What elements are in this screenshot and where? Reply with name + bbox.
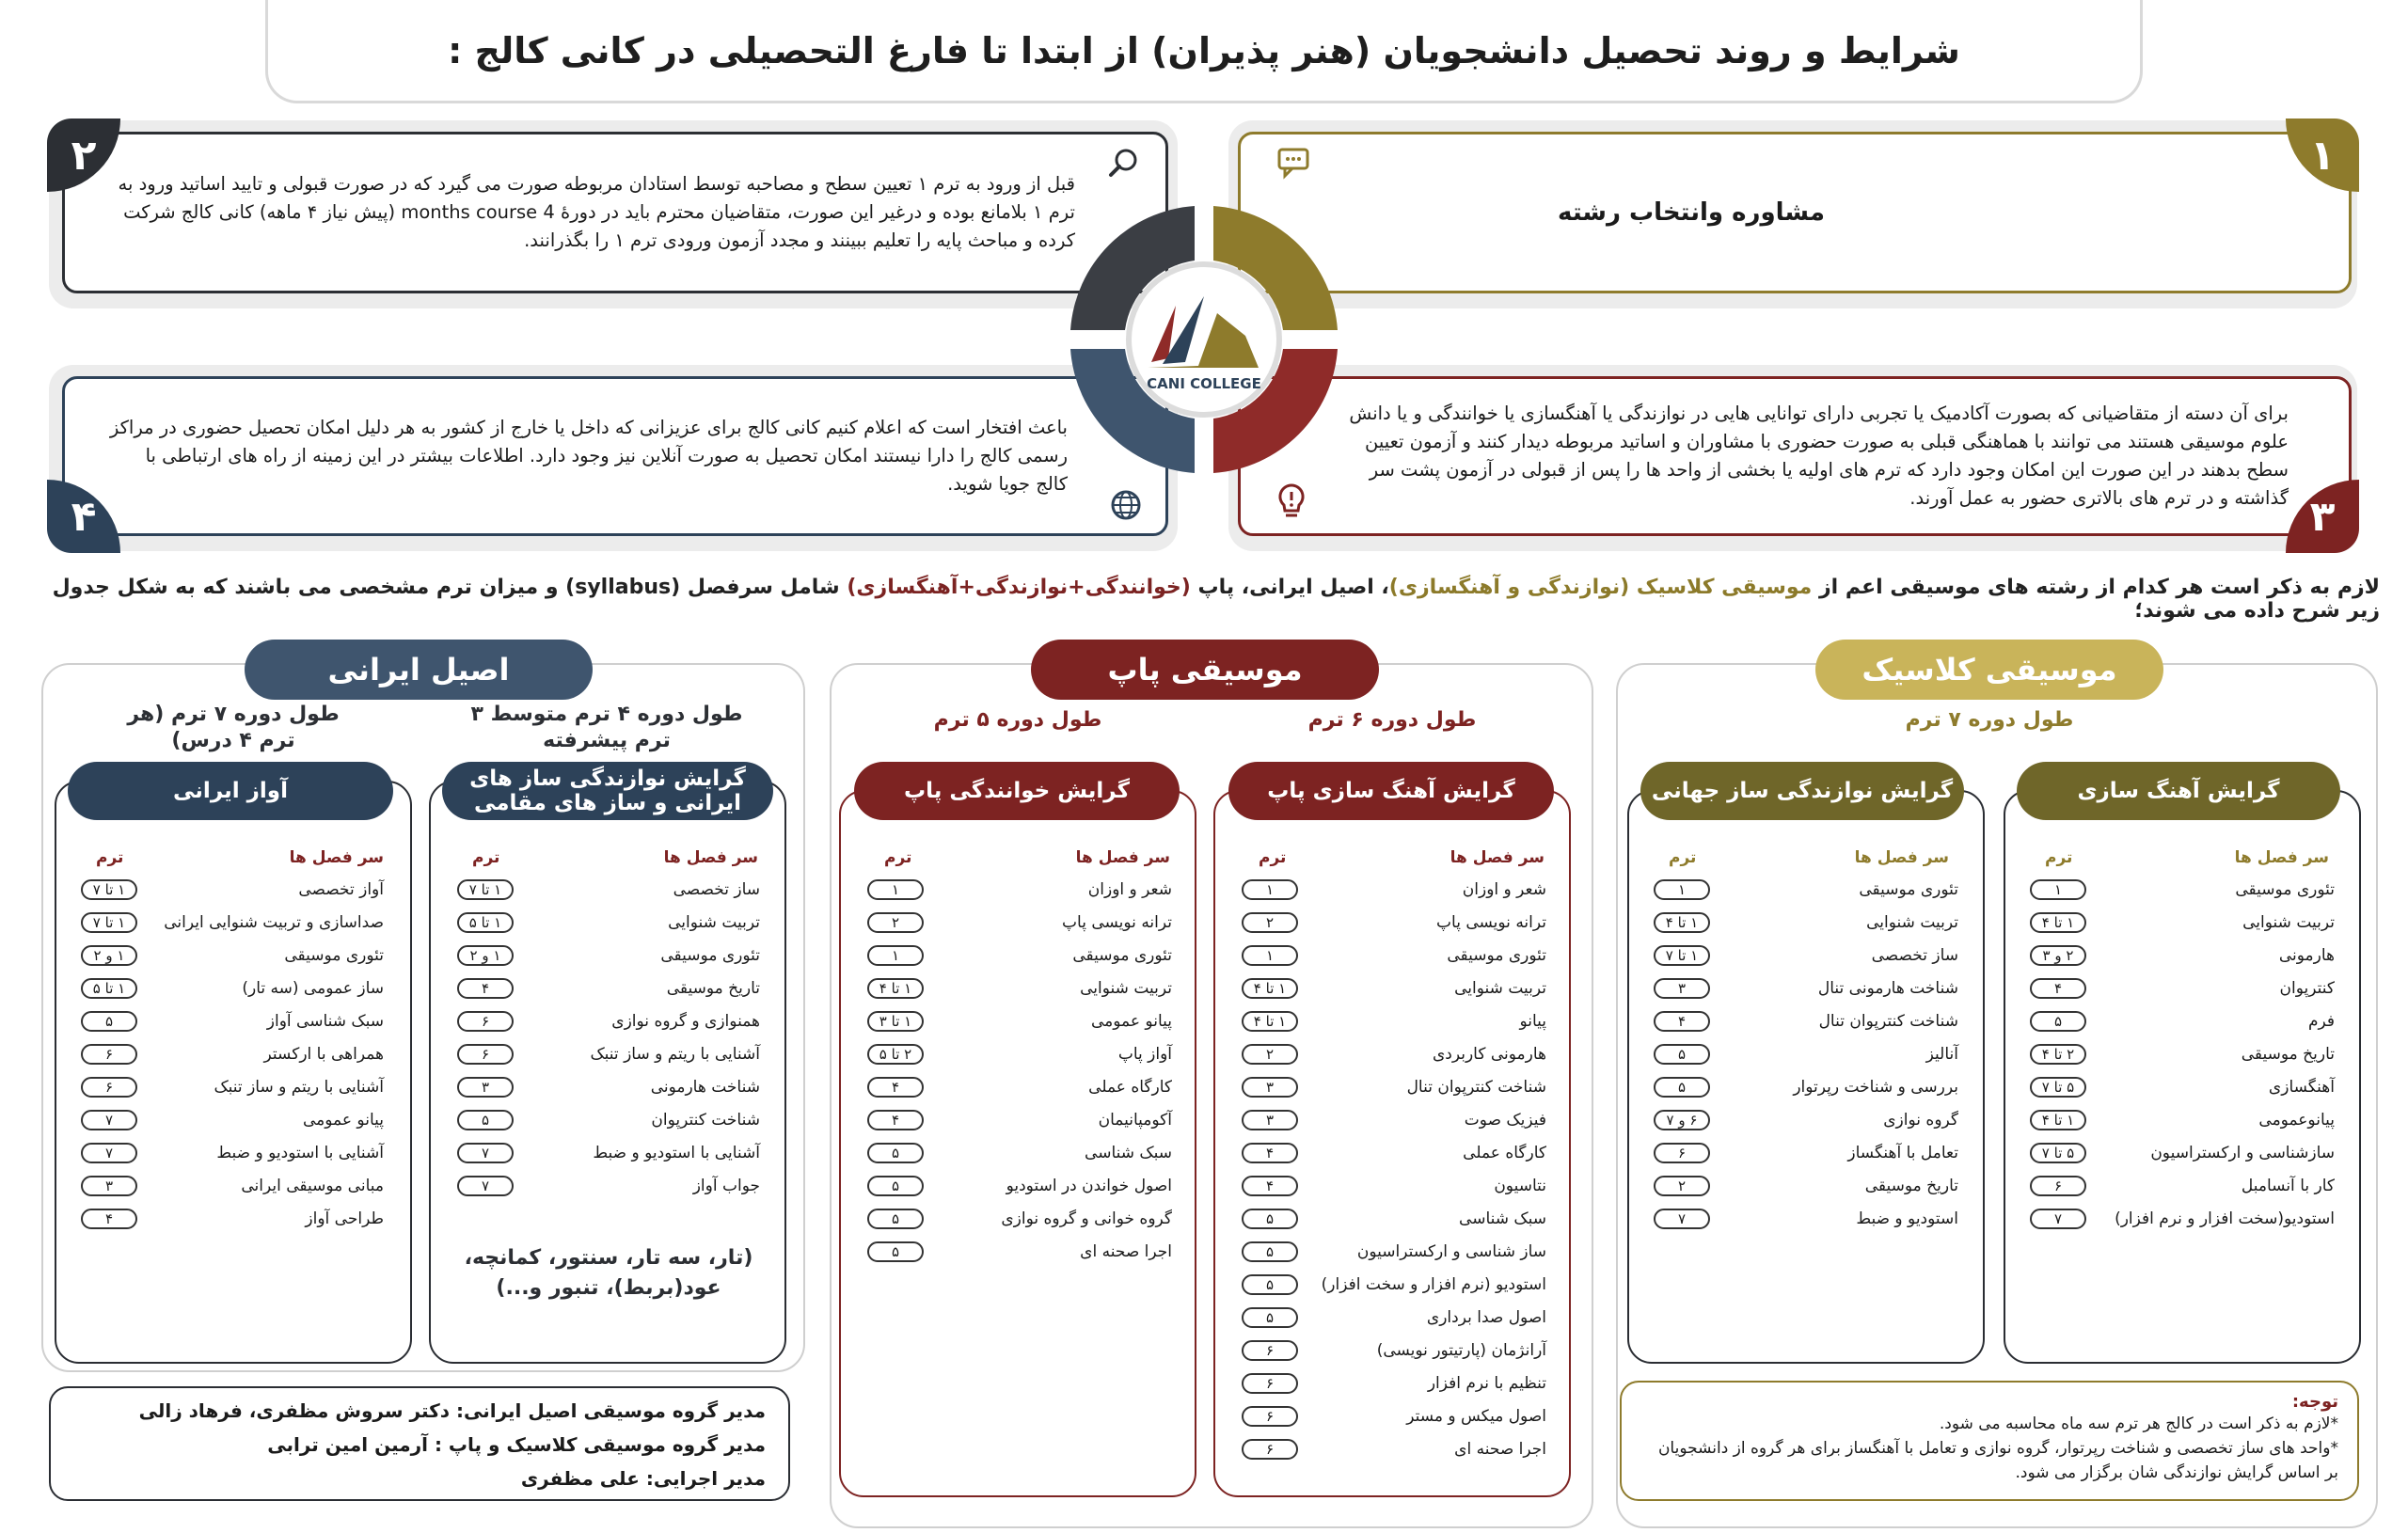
course-name: تئوری موسیقی	[1447, 945, 1546, 965]
search-icon	[1104, 143, 1144, 182]
term-badge: ۵	[1242, 1307, 1298, 1328]
term-badge: ۵	[867, 1209, 924, 1229]
notice-box	[1620, 1381, 2359, 1501]
term-badge: ۵	[1654, 1044, 1710, 1065]
course-name: نتاسیون	[1494, 1176, 1546, 1195]
syllabus-row	[1242, 1235, 1546, 1268]
course-name: کنترپوان	[2279, 978, 2335, 998]
course-name: ترانه نویسی پاپ	[1062, 912, 1172, 932]
logo-text: CANI COLLEGE	[1147, 375, 1261, 392]
term-badge: ۵	[1242, 1274, 1298, 1295]
syllabus-row	[867, 939, 1172, 972]
step-card-3	[1228, 365, 2357, 551]
iranian-vocal-title: آواز ایرانی	[68, 762, 393, 820]
term-badge: ۶	[1654, 1143, 1710, 1163]
syllabus-row	[1242, 1070, 1546, 1103]
syllabus-row	[1242, 1202, 1546, 1235]
course-header: سر فصل ها	[1075, 848, 1170, 867]
term-header: ترم	[472, 848, 500, 867]
term-badge: ۱ تا ۴	[867, 978, 924, 999]
term-badge: ۱	[1654, 879, 1710, 900]
course-name: جواب آواز	[692, 1176, 760, 1195]
syllabus-row	[81, 1136, 384, 1169]
course-name: شناخت کنترپوان تنال	[1406, 1077, 1546, 1097]
syllabus-row	[2030, 1169, 2335, 1202]
term-badge: ۵	[867, 1143, 924, 1163]
classic-composition-title: گرایش آهنگ سازی	[2017, 762, 2340, 820]
course-name: تئوری موسیقی	[660, 945, 760, 965]
course-name: ترانه نویسی پاپ	[1436, 912, 1546, 932]
syllabus-row	[1242, 972, 1546, 1004]
term-badge: ۵	[2030, 1011, 2086, 1032]
syllabus-row	[1654, 1004, 1958, 1037]
term-header: ترم	[1259, 848, 1287, 867]
manager-line-2: مدیر گروه موسیقی کلاسیک و پاپ : آرمین امین ترابی	[267, 1433, 766, 1456]
syllabus-row	[1242, 873, 1546, 906]
term-badge: ۴	[1242, 1143, 1298, 1163]
course-name: ساز شناسی و ارکستراسیون	[1356, 1241, 1546, 1261]
iranian-instrument-note: (تار، سه تار، سنتور، کمانچه، عود(بربط)، تنبور و...)	[464, 1246, 753, 1300]
iranian-instrument-duration: طول دوره ۴ ترم متوسط ۳ ترم پیشرفته	[470, 703, 743, 752]
pop-singing-title: گرایش خوانندگی پاپ	[854, 762, 1180, 820]
syllabus-row	[81, 1103, 384, 1136]
syllabus-row	[81, 1070, 384, 1103]
notice-item-1: *لازم به ذکر است در کالج هر ترم سه ماه محاسبه می شود.	[1939, 1414, 2338, 1433]
course-name: شعر و اوزان	[1087, 879, 1172, 899]
syllabus-row	[2030, 1070, 2335, 1103]
course-name: طراحی آواز	[305, 1209, 384, 1228]
term-badge: ۶	[1242, 1439, 1298, 1460]
pop-composition-duration: طول دوره ۶ ترم	[1307, 708, 1477, 732]
title-box	[265, 0, 2143, 103]
course-name: آشنایی با استودیو و ضبط	[216, 1143, 384, 1162]
term-badge: ۴	[1242, 1176, 1298, 1196]
term-header: ترم	[96, 848, 124, 867]
pop-singing-rows	[867, 873, 1172, 1268]
classic-composition-rows	[2030, 873, 2335, 1235]
course-name: مبانی موسیقی ایرانی	[241, 1176, 384, 1195]
term-badge: ۱	[867, 945, 924, 966]
course-header: سر فصل ها	[289, 848, 384, 867]
term-badge: ۱ تا ۵	[457, 912, 514, 933]
term-badge: ۴	[81, 1209, 137, 1229]
syllabus-row	[1242, 906, 1546, 939]
step-1-number: ۱	[2286, 119, 2359, 192]
term-badge: ۵ تا ۷	[2030, 1077, 2086, 1098]
term-header: ترم	[884, 848, 912, 867]
iranian-title: اصیل ایرانی	[245, 640, 593, 700]
course-name: سازشناسی و ارکستراسیون	[2150, 1143, 2335, 1162]
step-card-2	[49, 120, 1178, 308]
course-name: تربیت شنوایی	[668, 912, 760, 932]
term-badge: ۳	[1242, 1110, 1298, 1130]
term-badge: ۷	[457, 1143, 514, 1163]
syllabus-row	[457, 906, 760, 939]
course-name: اصول صدا برداری	[1426, 1307, 1546, 1327]
course-name: فرم	[2307, 1011, 2335, 1031]
term-badge: ۳	[1242, 1077, 1298, 1098]
syllabus-row	[2030, 1136, 2335, 1169]
course-name: آرانژمان (پارتیتور نویسی)	[1376, 1340, 1546, 1360]
classic-instrument-title: گرایش نوازندگی ساز جهانی	[1640, 762, 1964, 820]
course-name: اجرا صحنه ای	[1080, 1241, 1172, 1261]
term-badge: ۶	[81, 1077, 137, 1098]
term-badge: ۵	[1242, 1209, 1298, 1229]
term-badge: ۵	[1654, 1077, 1710, 1098]
step-4-text: باعث افتخار است که اعلام کنیم کانی کالج برای عزیزانی که داخل یا خارج از کشور به هر دلیل امکان تحصیل حضوری در مراکز رسمی کالج را دارا نیستند امکان تحصیل به صورت آنلاین نیز وجود دارد. اطلاعات بیشتر در این زمینه از راه های ارتباطی با کالج جویا شوید.	[109, 417, 1068, 495]
course-name: اصول خواندن در استودیو	[1006, 1176, 1172, 1195]
syllabus-row	[81, 1004, 384, 1037]
term-badge: ۱ تا ۵	[81, 978, 137, 999]
course-name: استودیو(سخت افزار و نرم افزار)	[2115, 1209, 2335, 1228]
syllabus-row	[457, 1070, 760, 1103]
term-badge: ۱ تا ۳	[867, 1011, 924, 1032]
course-name: اجرا صحنه ای	[1454, 1439, 1546, 1459]
course-name: هارمونی کاربردی	[1432, 1044, 1546, 1064]
term-badge: ۶	[1242, 1373, 1298, 1394]
course-name: هارمونی	[2278, 945, 2335, 965]
step-card-4	[49, 365, 1178, 551]
syllabus-row	[1654, 972, 1958, 1004]
syllabus-row	[1654, 1037, 1958, 1070]
course-name: آواز تخصصی	[298, 879, 384, 899]
course-name: همنوازی و گروه نوازی	[611, 1011, 760, 1031]
step-4-number: ۴	[47, 480, 120, 553]
iranian-vocal-rows	[81, 873, 384, 1235]
course-name: کارگاه عملی	[1088, 1077, 1172, 1097]
course-name: شعر و اوزان	[1462, 879, 1546, 899]
course-name: آشنایی با ریتم و ساز تنبک	[214, 1077, 384, 1097]
course-name: سبک شناسی آواز	[266, 1011, 384, 1031]
term-badge: ۴	[867, 1110, 924, 1130]
term-badge: ۵	[1242, 1241, 1298, 1262]
course-name: آشنایی با استودیو و ضبط	[593, 1143, 760, 1162]
step-2-text: قبل از ورود به ترم ۱ تعیین سطح و مصاحبه توسط استادان مربوطه صورت می گیرد که در صورت قبولی و تایید اساتید ورود به ترم ۱ بلامانع بوده و درغیر این صورت، متقاضیان محترم باید در دورهٔ 4 months course (پیش نیاز ۴ ماهه) کانی کالج شرکت کرده و مباحث پایه را تعلیم ببینند و مجدد آزمون ورودی ترم ۱ را بگذرانند.	[118, 173, 1075, 251]
syllabus-row	[457, 1169, 760, 1202]
syllabus-row	[2030, 1004, 2335, 1037]
syllabus-row	[867, 1004, 1172, 1037]
course-name: پیانوعمومی	[2258, 1110, 2335, 1130]
term-badge: ۶	[1242, 1340, 1298, 1361]
syllabus-row	[2030, 1202, 2335, 1235]
syllabus-row	[457, 873, 760, 906]
syllabus-row	[1654, 1202, 1958, 1235]
term-badge: ۴	[1654, 1011, 1710, 1032]
syllabus-row	[457, 939, 760, 972]
syllabus-row	[867, 1235, 1172, 1268]
term-badge: ۳	[457, 1077, 514, 1098]
syllabus-row	[2030, 1103, 2335, 1136]
syllabus-row	[457, 1136, 760, 1169]
course-name: تئوری موسیقی	[1072, 945, 1172, 965]
course-name: آهنگسازی	[2268, 1077, 2335, 1097]
manager-line-1: مدیر گروه موسیقی اصیل ایرانی: دکتر سروش مظفری، فرهاد زالی	[138, 1399, 766, 1422]
term-badge: ۱	[2030, 879, 2086, 900]
syllabus-row	[1654, 1103, 1958, 1136]
course-name: تربیت شنوایی	[2242, 912, 2335, 932]
pop-composition-title: گرایش آهنگ سازی پاپ	[1228, 762, 1554, 820]
term-badge: ۱ تا ۴	[1242, 978, 1298, 999]
course-name: تعامل با آهنگساز	[1847, 1143, 1958, 1162]
syllabus-row	[867, 1169, 1172, 1202]
syllabus-row	[1242, 1367, 1546, 1399]
term-badge: ۷	[457, 1176, 514, 1196]
syllabus-row	[1654, 906, 1958, 939]
syllabus-row	[2030, 939, 2335, 972]
term-badge: ۵ تا ۷	[2030, 1143, 2086, 1163]
iranian-instrument-title: گرایش نوازندگی ساز های ایرانی و ساز های مقامی	[442, 762, 773, 820]
syllabus-row	[1242, 1169, 1546, 1202]
step-3-number: ۳	[2286, 480, 2359, 553]
term-badge: ۶	[457, 1044, 514, 1065]
syllabus-row	[867, 1136, 1172, 1169]
course-name: پیانو عمومی	[303, 1110, 384, 1130]
syllabus-row	[867, 1070, 1172, 1103]
course-header: سر فصل ها	[2234, 848, 2329, 867]
syllabus-row	[81, 1169, 384, 1202]
syllabus-row	[1242, 1136, 1546, 1169]
iranian-vocal-duration: طول دوره ۷ ترم (هر ترم ۴ درس)	[127, 703, 340, 752]
syllabus-row	[1242, 1432, 1546, 1465]
syllabus-row	[457, 1103, 760, 1136]
course-name: استودیو و ضبط	[1856, 1209, 1958, 1228]
term-badge: ۱ تا ۴	[1242, 1011, 1298, 1032]
term-badge: ۱ تا ۴	[2030, 1110, 2086, 1130]
notice-item-2: *واحد های ساز تخصصی و شناخت رپرتوار، گروه نوازی و تعامل با آهنگساز برای هر گروه از دانشجویان بر اساس گرایش نوازندگی شان برگزار می شود.	[1657, 1439, 2338, 1482]
term-badge: ۶	[81, 1044, 137, 1065]
term-badge: ۱	[1242, 879, 1298, 900]
course-name: تنظیم با نرم افزار	[1427, 1373, 1546, 1393]
term-badge: ۷	[81, 1143, 137, 1163]
pop-composition-rows	[1242, 873, 1546, 1465]
course-name: گروه خوانی و گروه نوازی	[1001, 1209, 1172, 1228]
syllabus-row	[1242, 1103, 1546, 1136]
term-badge: ۱ و ۲	[81, 945, 137, 966]
term-badge: ۲	[867, 912, 924, 933]
manager-line-3: مدیر اجرایی: علی مظفری	[520, 1467, 766, 1490]
course-name: تاریخ موسیقی	[666, 978, 760, 998]
term-badge: ۲ تا ۴	[2030, 1044, 2086, 1065]
course-name: استودیو (نرم افزار و سخت افزار)	[1321, 1274, 1546, 1294]
syllabus-row	[457, 1037, 760, 1070]
term-badge: ۶	[2030, 1176, 2086, 1196]
globe-icon	[1106, 485, 1146, 525]
syllabus-row	[1654, 1169, 1958, 1202]
term-badge: ۱ و ۲	[457, 945, 514, 966]
course-header: سر فصل ها	[1450, 848, 1545, 867]
term-badge: ۱ تا ۷	[81, 912, 137, 933]
pop-singing-duration: طول دوره ۵ ترم	[933, 708, 1102, 732]
course-header: سر فصل ها	[1854, 848, 1949, 867]
term-badge: ۶ و ۷	[1654, 1110, 1710, 1130]
course-name: آشنایی با ریتم و ساز تنبک	[590, 1044, 760, 1064]
term-badge: ۷	[1654, 1209, 1710, 1229]
step-card-1	[1228, 120, 2357, 308]
course-name: پیانو عمومی	[1091, 1011, 1172, 1031]
syllabus-row	[1654, 1070, 1958, 1103]
term-badge: ۲ تا ۵	[867, 1044, 924, 1065]
syllabus-row	[2030, 972, 2335, 1004]
term-badge: ۱	[867, 879, 924, 900]
syllabus-row	[2030, 906, 2335, 939]
course-name: تئوری موسیقی	[2235, 879, 2335, 899]
iranian-instrument-rows	[457, 873, 760, 1202]
course-name: ساز تخصصی	[673, 879, 760, 899]
course-name: تربیت شنوایی	[1080, 978, 1172, 998]
term-badge: ۶	[1242, 1406, 1298, 1427]
course-name: بررسی و شناخت رپرتوار	[1793, 1077, 1958, 1097]
course-name: پیانو	[1519, 1011, 1546, 1031]
course-name: آنالیز	[1925, 1044, 1958, 1064]
course-name: ساز تخصصی	[1871, 945, 1958, 965]
syllabus-row	[81, 906, 384, 939]
syllabus-row	[81, 972, 384, 1004]
syllabus-row	[457, 972, 760, 1004]
classic-instrument-rows	[1654, 873, 1958, 1235]
course-name: ساز عمومی (سه تار)	[242, 978, 384, 998]
syllabus-row	[1242, 1399, 1546, 1432]
term-badge: ۴	[2030, 978, 2086, 999]
course-name: همراهی با ارکستر	[263, 1044, 384, 1064]
syllabus-row	[81, 1202, 384, 1235]
term-badge: ۶	[457, 1011, 514, 1032]
step-2-number: ۲	[47, 119, 120, 192]
syllabus-row	[867, 873, 1172, 906]
syllabus-row	[1242, 939, 1546, 972]
syllabus-row	[457, 1004, 760, 1037]
syllabus-row	[1242, 1268, 1546, 1301]
intro-text: لازم به ذکر است هر کدام از رشته های موسیقی اعم از موسیقی کلاسیک (نوازندگی و آهنگسازی)، اصیل ایرانی، پاپ (خوانندگی+نوازندگی+آهنگسازی) شامل سرفصل (syllabus) و میزان ترم مشخصی می باشند که به شکل جدول زیر شرح داده می شوند؛	[52, 576, 2380, 623]
classic-title: موسیقی کلاسیک	[1815, 640, 2163, 700]
syllabus-row	[1242, 1037, 1546, 1070]
step-1-text: مشاوره وانتخاب رشته	[1558, 198, 1825, 227]
step-3-text: برای آن دسته از متقاضیانی که بصورت آکادمیک یا تجربی دارای توانایی هایی در نوازندگی یا آهنگسازی یا خوانندگی و یا دانش علوم موسیقی هستند می توانند با هماهنگی قبلی به صورت حضوری با مشاوران و اساتید مربوطه دیدار کنند و آزمون تعیین سطح بدهند در این صورت این امکان وجود دارد که ترم های اولیه یا بخشی از واحد ها را پس از قبولی در آزمون پشت سر گذاشته و در ترم های بالاتری حضور به عمل آورند.	[1349, 403, 2289, 509]
term-badge: ۲	[1242, 1044, 1298, 1065]
term-badge: ۲	[1654, 1176, 1710, 1196]
term-badge: ۴	[867, 1077, 924, 1098]
syllabus-row	[867, 1037, 1172, 1070]
term-badge: ۵	[867, 1241, 924, 1262]
syllabus-row	[81, 939, 384, 972]
syllabus-row	[81, 1037, 384, 1070]
course-name: کارگاه عملی	[1463, 1143, 1546, 1162]
term-badge: ۱ تا ۷	[1654, 945, 1710, 966]
course-name: آواز پاپ	[1117, 1044, 1172, 1064]
term-badge: ۷	[81, 1110, 137, 1130]
course-name: سبک شناسی	[1459, 1209, 1546, 1228]
syllabus-row	[1242, 1301, 1546, 1334]
logo-ring	[1057, 193, 1351, 486]
term-badge: ۳	[81, 1176, 137, 1196]
term-badge: ۱ تا ۷	[457, 879, 514, 900]
course-name: تئوری موسیقی	[284, 945, 384, 965]
course-name: شناخت هارمونی تنال	[1817, 978, 1958, 998]
course-name: گروه نوازی	[1883, 1110, 1958, 1130]
term-badge: ۱ تا ۷	[81, 879, 137, 900]
course-name: شناخت کنترپوان	[651, 1110, 760, 1130]
syllabus-row	[1242, 1334, 1546, 1367]
course-name: آکومپانیمان	[1098, 1110, 1172, 1130]
term-badge: ۱ تا ۴	[1654, 912, 1710, 933]
term-header: ترم	[1669, 848, 1697, 867]
term-badge: ۵	[457, 1110, 514, 1130]
classic-duration: طول دوره ۷ ترم	[1905, 708, 2074, 732]
syllabus-row	[1654, 939, 1958, 972]
course-name: اصول میکس و مستر	[1406, 1406, 1546, 1426]
syllabus-row	[1654, 1136, 1958, 1169]
syllabus-row	[867, 972, 1172, 1004]
syllabus-row	[867, 906, 1172, 939]
term-badge: ۲	[1242, 912, 1298, 933]
term-badge: ۴	[457, 978, 514, 999]
page-title: شرایط و روند تحصیل دانشجویان (هنر پذیران) از ابتدا تا فارغ التحصیلی در کانی کالج :	[448, 29, 1960, 71]
course-name: صداسازی و تربیت شنوایی ایرانی	[164, 912, 384, 932]
course-name: سبک شناسی	[1085, 1143, 1172, 1162]
syllabus-row	[867, 1103, 1172, 1136]
syllabus-row	[81, 873, 384, 906]
course-name: شناخت هارمونی	[650, 1077, 760, 1097]
syllabus-row	[1654, 873, 1958, 906]
syllabus-row	[2030, 1037, 2335, 1070]
course-name: تاریخ موسیقی	[1864, 1176, 1958, 1195]
term-badge: ۵	[867, 1176, 924, 1196]
syllabus-row	[867, 1202, 1172, 1235]
syllabus-row	[1242, 1004, 1546, 1037]
term-header: ترم	[2045, 848, 2073, 867]
managers-box	[49, 1386, 790, 1501]
pop-title: موسیقی پاپ	[1031, 640, 1379, 700]
notice-title: توجه:	[2291, 1392, 2338, 1412]
term-badge: ۷	[2030, 1209, 2086, 1229]
term-badge: ۲ و ۳	[2030, 945, 2086, 966]
course-name: شناخت کنترپوان تنال	[1818, 1011, 1958, 1031]
term-badge: ۱ تا ۴	[2030, 912, 2086, 933]
course-name: کار با آنسامبل	[2241, 1176, 2335, 1195]
course-header: سر فصل ها	[663, 848, 758, 867]
course-name: تئوری موسیقی	[1859, 879, 1958, 899]
term-badge: ۳	[1654, 978, 1710, 999]
course-name: فیزیک صوت	[1464, 1110, 1546, 1130]
term-badge: ۱	[1242, 945, 1298, 966]
course-name: تاریخ موسیقی	[2241, 1044, 2335, 1064]
course-name: تربیت شنوایی	[1454, 978, 1546, 998]
chat-icon	[1274, 143, 1313, 182]
course-name: تربیت شنوایی	[1866, 912, 1958, 932]
lightbulb-icon	[1272, 482, 1311, 521]
term-badge: ۵	[81, 1011, 137, 1032]
syllabus-row	[2030, 873, 2335, 906]
